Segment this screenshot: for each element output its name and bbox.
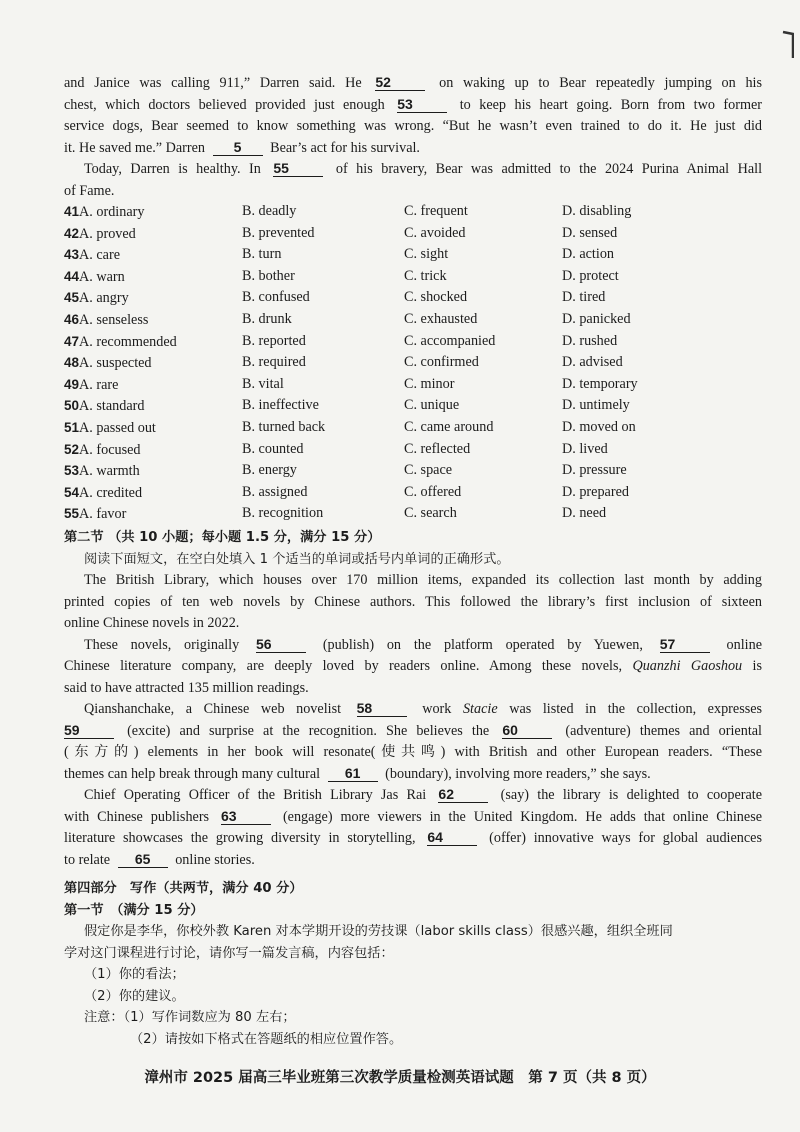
option-a: A. focused	[79, 441, 141, 458]
part-heading: 第四部分 写作（共两节，满分 40 分）	[64, 881, 303, 896]
passage-line: The British Library, which houses over 170 million items, expanded its collection last month by adding	[84, 572, 762, 588]
passage-line: chest, which doctors believed provided just enough 53 to keep his heart going. Born from two former	[64, 95, 762, 113]
option-row-46	[64, 309, 764, 331]
option-a: A. rare	[79, 376, 119, 393]
passage-line: said to have attracted 135 million readings.	[64, 679, 309, 696]
passage-line: Chinese literature company, are deeply loved by readers online. Among these novels, Quanzhi Gaoshou is	[64, 658, 763, 674]
option-c: C. minor	[404, 375, 455, 392]
option-d: D. tired	[562, 289, 606, 306]
option-a: A. standard	[79, 398, 145, 415]
option-c: C. reflected	[404, 440, 471, 457]
passage-line: printed copies of ten web novels by Chinese authors. This followed the library’s first inclusion of sixteen	[64, 593, 762, 610]
option-a: A. care	[79, 247, 120, 264]
option-c: C. space	[404, 462, 453, 479]
option-c: C. offered	[404, 483, 462, 500]
passage-line: and Janice was calling 911,” Darren said. He 52 on waking up to Bear repeatedly jumping on his	[64, 74, 763, 91]
option-row-50	[64, 395, 764, 417]
option-b: B. assigned	[242, 483, 308, 500]
question-number: 55	[64, 506, 80, 522]
passage-line: Chief Operating Officer of the British Library Jas Rai 62 (say) the library is delighted to cooperate	[84, 786, 762, 803]
option-b: B. prevented	[242, 224, 315, 241]
blank-58: 58	[357, 700, 407, 717]
option-row-49	[64, 374, 764, 396]
writing-note: （2）请按如下格式在答题纸的相应位置作答。	[130, 1031, 403, 1047]
option-row-54	[64, 482, 764, 504]
writing-item: （1）你的看法；	[84, 967, 185, 982]
option-c: C. confirmed	[404, 354, 479, 371]
writing-section	[64, 878, 762, 1050]
option-d: D. temporary	[562, 375, 638, 392]
option-c: C. sight	[404, 246, 449, 263]
option-a: A. ordinary	[79, 204, 145, 220]
question-number: 42	[64, 225, 80, 241]
blank-55: 55	[273, 160, 323, 177]
option-b: B. deadly	[242, 203, 297, 219]
blank-56: 56	[256, 636, 306, 653]
question-number: 41	[64, 204, 80, 219]
option-a: A. suspected	[79, 355, 152, 372]
option-row-53	[64, 460, 764, 482]
option-a: A. warmth	[79, 463, 140, 480]
question-number: 51	[64, 419, 80, 435]
option-c: C. shocked	[404, 289, 468, 306]
question-number: 54	[64, 484, 80, 500]
option-c: C. trick	[404, 267, 447, 284]
option-row-52	[64, 439, 764, 461]
passage-line: literature showcases the growing diversity in storytelling, 64 (offer) innovative ways for global audiences	[64, 829, 763, 846]
option-a: A. senseless	[79, 311, 149, 328]
option-c: C. unique	[404, 397, 460, 414]
question-number: 50	[64, 398, 80, 414]
blank-59: 59	[64, 722, 114, 739]
option-b: B. counted	[242, 440, 304, 457]
scan-corner-mark	[782, 30, 794, 60]
option-a: A. favor	[79, 506, 127, 523]
blank-62: 62	[438, 786, 488, 803]
option-d: D. untimely	[562, 397, 630, 414]
option-row-42	[64, 223, 764, 245]
option-b: B. bother	[242, 267, 295, 284]
writing-prompt: 学对这门课程进行讨论，请你写一篇发言稿，内容包括：	[64, 945, 394, 961]
option-row-47	[64, 331, 764, 353]
section-instruction: 阅读下面短文，在空白处填入 1 个适当的单词或括号内单词的正确形式。	[84, 551, 510, 567]
question-number: 43	[64, 247, 80, 263]
option-c: C. came around	[404, 418, 494, 435]
page-footer: 漳州市 2025 届高三毕业班第三次教学质量检测英语试题 第 7 页（共 8 页）	[144, 1070, 656, 1086]
option-row-41	[64, 201, 764, 223]
blank-53: 53	[397, 96, 447, 113]
option-row-55	[64, 503, 764, 525]
blank-60: 60	[502, 722, 552, 739]
section-heading: 第二节 （共 10 小题；每小题 1.5 分，满分 15 分）	[64, 530, 381, 545]
option-a: A. recommended	[79, 333, 177, 350]
option-d: D. action	[562, 246, 615, 263]
question-number: 46	[64, 311, 80, 327]
question-number: 52	[64, 441, 80, 457]
passage-line: it. He saved me.” Darren 5 Bear’s act for his survival.	[64, 138, 420, 156]
passage-line: to relate 65 online stories.	[64, 850, 255, 868]
blank-61: 61	[328, 765, 378, 782]
section-heading: 第一节 （满分 15 分）	[64, 902, 204, 918]
option-b: B. reported	[242, 332, 306, 349]
option-d: D. panicked	[562, 310, 631, 327]
option-b: B. vital	[242, 375, 284, 392]
option-b: B. confused	[242, 289, 310, 306]
option-c: C. search	[404, 505, 457, 522]
option-a: A. warn	[79, 268, 125, 285]
option-d: D. rushed	[562, 332, 618, 349]
option-d: D. need	[562, 505, 607, 522]
passage-line: These novels, originally 56 (publish) on the platform operated by Yuewen, 57 online	[84, 635, 762, 653]
question-number: 47	[64, 333, 80, 349]
option-a: A. angry	[79, 290, 129, 307]
writing-note: 注意：（1）写作词数应为 80 左右；	[84, 1010, 296, 1025]
question-number: 48	[64, 355, 80, 371]
question-number: 44	[64, 268, 80, 284]
blank-65: 65	[118, 851, 168, 868]
passage-line: 59 (excite) and surprise at the recognition. She believes the 60 (adventure) themes and oriental	[64, 721, 762, 739]
option-c: C. exhausted	[404, 310, 478, 327]
option-d: D. sensed	[562, 224, 618, 241]
option-d: D. prepared	[562, 483, 629, 500]
passage-line: (东方的) elements in her book will resonate(使共鸣) with British and other European readers. “These	[64, 744, 762, 760]
option-d: D. disabling	[562, 203, 632, 219]
writing-prompt: 假定你是李华，你校外教 Karen 对本学期开设的劳技课（labor skills class）很感兴趣，组织全班同	[84, 924, 673, 939]
option-b: B. recognition	[242, 505, 324, 522]
blank-52: 52	[375, 74, 425, 91]
option-d: D. protect	[562, 267, 619, 284]
passage-line: of Fame.	[64, 182, 115, 199]
option-a: A. proved	[79, 225, 136, 242]
option-b: B. ineffective	[242, 397, 319, 414]
option-b: B. required	[242, 354, 306, 371]
grammar-fill-section	[64, 527, 762, 871]
option-b: B. drunk	[242, 310, 292, 327]
passage-line: Today, Darren is healthy. In 55 of his bravery, Bear was admitted to the 2024 Purina Animal Hall	[84, 160, 763, 177]
option-d: D. lived	[562, 440, 608, 457]
option-row-45	[64, 287, 764, 309]
option-b: B. turn	[242, 246, 282, 263]
blank-63: 63	[221, 808, 271, 825]
option-a: A. passed out	[79, 419, 156, 436]
cloze-passage-end	[64, 73, 762, 202]
option-d: D. moved on	[562, 418, 636, 435]
option-c: C. accompanied	[404, 332, 496, 349]
blank-54: 5	[213, 139, 263, 156]
passage-line: Qianshanchake, a Chinese web novelist 58 work Stacie was listed in the collection, expresses	[84, 700, 763, 717]
passage-line: service dogs, Bear seemed to know something was wrong. “But he wasn’t even trained to do it. He just did	[64, 118, 762, 134]
writing-item: （2）你的建议。	[84, 988, 185, 1004]
option-b: B. turned back	[242, 418, 326, 435]
option-d: D. advised	[562, 354, 623, 371]
passage-line: themes can help break through many cultural 61 (boundary), involving more readers,” she says.	[64, 764, 651, 782]
option-b: B. energy	[242, 462, 297, 479]
question-number: 53	[64, 463, 80, 479]
answer-options	[64, 201, 764, 525]
passage-line: with Chinese publishers 63 (engage) more viewers in the United Kingdom. He adds that online Chinese	[64, 807, 763, 825]
option-d: D. pressure	[562, 462, 627, 479]
option-row-51	[64, 417, 764, 439]
blank-57: 57	[660, 636, 710, 653]
blank-64: 64	[427, 829, 477, 846]
option-c: C. frequent	[404, 203, 468, 219]
question-number: 45	[64, 290, 80, 306]
option-row-44	[64, 266, 764, 288]
option-a: A. credited	[79, 484, 143, 501]
option-row-43	[64, 244, 764, 266]
passage-line: online Chinese novels in 2022.	[64, 615, 240, 631]
question-number: 49	[64, 376, 80, 392]
option-row-48	[64, 352, 764, 374]
option-c: C. avoided	[404, 224, 466, 241]
